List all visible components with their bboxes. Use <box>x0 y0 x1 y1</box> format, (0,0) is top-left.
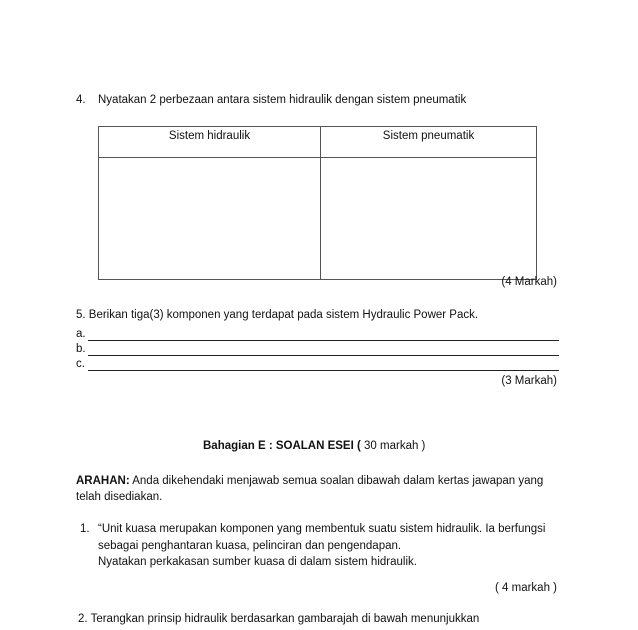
answer-cell-pneumatic[interactable] <box>321 158 537 280</box>
table-header-hydraulic: Sistem hidraulik <box>99 127 321 158</box>
q5-question-text: 5. Berikan tiga(3) komponen yang terdapat pada sistem Hydraulic Power Pack. <box>76 309 479 321</box>
instruction-text: Anda dikehendaki menjawab semua soalan dibawah dalam kertas jawapan yang <box>129 475 544 487</box>
q4-marks: (4 Markah) <box>501 276 557 288</box>
answer-line <box>88 340 559 341</box>
q4-number: 4. <box>76 94 86 106</box>
q5-label-a: a. <box>76 328 86 340</box>
answer-line <box>88 355 559 356</box>
e1-text-line3: Nyatakan perkakasan sumber kuasa di dalam sistem hidraulik. <box>98 556 417 568</box>
instruction-label: ARAHAN: <box>76 475 130 487</box>
q5-label-b: b. <box>76 343 86 355</box>
e2-text: 2. Terangkan prinsip hidraulik berdasarkan gambarajah di bawah menunjukkan <box>78 613 480 625</box>
e1-number: 1. <box>80 523 90 535</box>
table-header-pneumatic: Sistem pneumatik <box>321 127 537 158</box>
q5-marks: (3 Markah) <box>501 375 557 387</box>
e1-marks: ( 4 markah ) <box>495 582 557 594</box>
e1-text-line1: “Unit kuasa merupakan komponen yang membentuk suatu sistem hidraulik. Ia berfungsi <box>98 523 546 535</box>
answer-cell-hydraulic[interactable] <box>99 158 321 280</box>
answer-line <box>88 370 559 371</box>
section-e-title-marks: 30 markah ) <box>360 440 426 452</box>
comparison-table <box>98 126 537 280</box>
section-e-instruction-line2: telah disediakan. <box>76 491 163 503</box>
q4-question-text: Nyatakan 2 perbezaan antara sistem hidraulik dengan sistem pneumatik <box>98 94 467 106</box>
e1-text-line2: sebagai penghantaran kuasa, pelinciran dan pengendapan. <box>98 540 402 552</box>
q5-label-c: c. <box>76 358 85 370</box>
q5-answer-line-a[interactable] <box>76 328 559 341</box>
section-e-instruction <box>76 475 543 487</box>
q5-answer-line-b[interactable] <box>76 343 559 356</box>
section-e-title <box>203 440 425 452</box>
q5-answer-line-c[interactable] <box>76 358 559 371</box>
section-e-title-bold: Bahagian E : SOALAN ESEI ( <box>203 440 361 452</box>
